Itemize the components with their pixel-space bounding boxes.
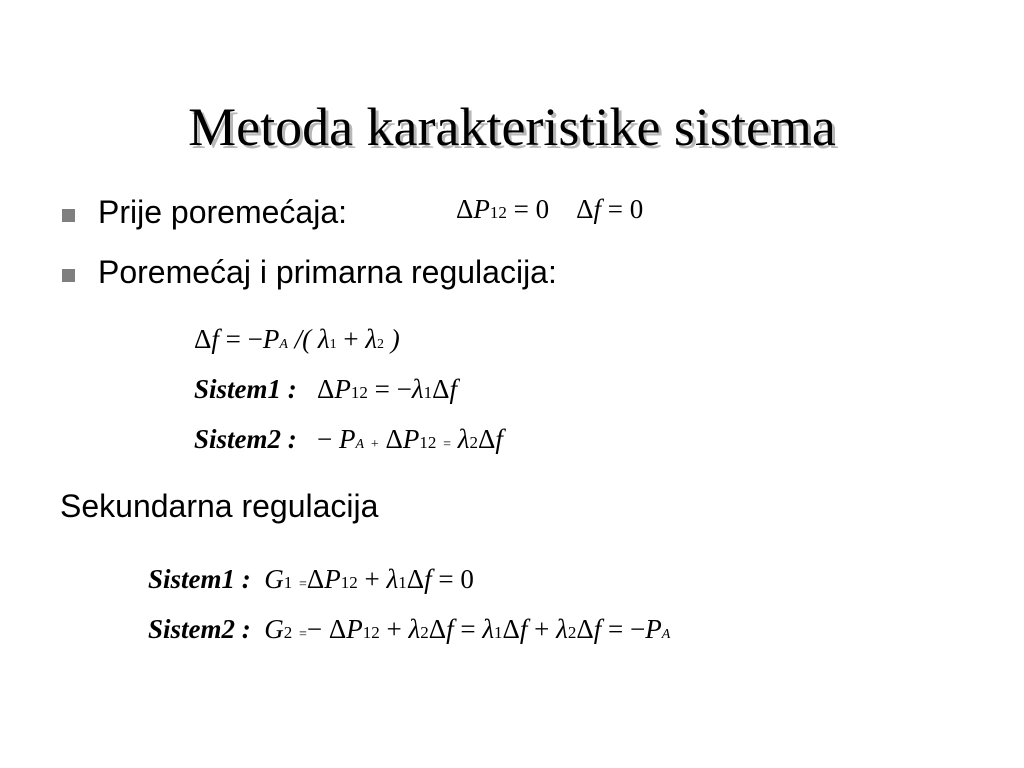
equation-sistem2-secondary: Sistem2 : G2 =− ΔP12 + λ2Δf = λ1Δf + λ2Δf = −PA (148, 614, 671, 644)
slide-title: Metoda karakteristike sistema (188, 97, 836, 157)
bullet-text: Prije poremećaja: (98, 194, 347, 230)
bullet-item-before-disturbance (60, 192, 440, 232)
sistem2-label: Sistem2 : (194, 424, 297, 454)
equation-sistem1-primary: Sistem1 : ΔP12 = −λ1Δf (194, 374, 457, 404)
square-bullet-icon (62, 269, 75, 282)
equation-sistem2-primary: Sistem2 : − PA + ΔP12 = λ2Δf (194, 424, 503, 454)
section-heading-secondary-regulation: Sekundarna regulacija (60, 488, 379, 524)
equation-before-disturbance: ΔP12 = 0 Δf = 0 (456, 194, 644, 224)
sistem1-label: Sistem1 : (148, 564, 251, 594)
sistem2-label: Sistem2 : (148, 614, 251, 644)
square-bullet-icon (62, 209, 75, 222)
equation-frequency-deviation: Δf = −PA /( λ1 + λ2 ) (194, 324, 400, 354)
equation-sistem1-secondary: Sistem1 : G1 =ΔP12 + λ1Δf = 0 (148, 564, 474, 594)
sistem1-label: Sistem1 : (194, 374, 297, 404)
bullet-text: Poremećaj i primarna regulacija: (98, 254, 557, 290)
bullet-item-primary-regulation (60, 252, 700, 292)
